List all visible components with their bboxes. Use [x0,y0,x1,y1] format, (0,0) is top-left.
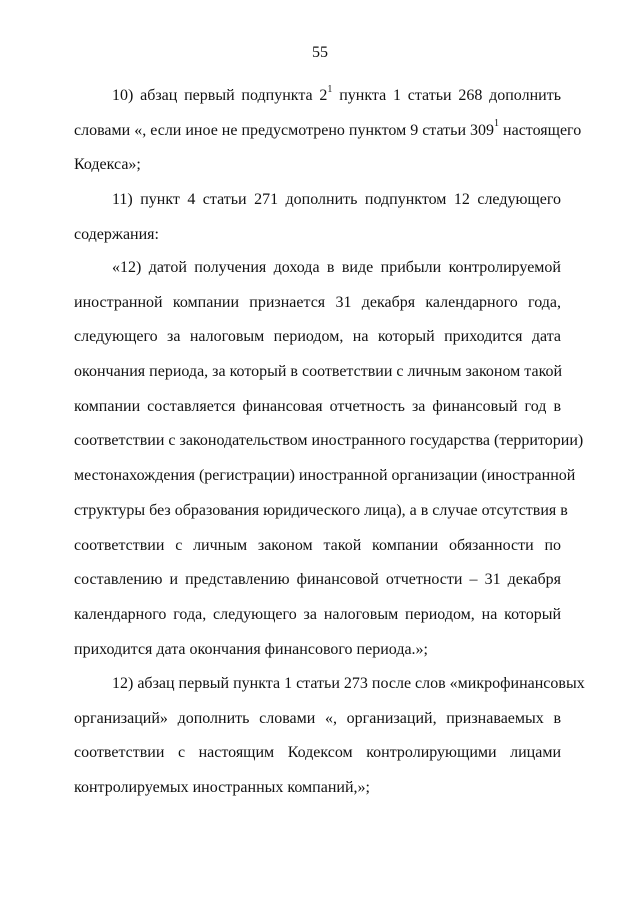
page-number: 55 [312,44,328,61]
quote-line: структуры без образования юридического лица), а в случае отсутствия в [74,501,568,519]
quote-line: иностранной компании признается 31 декабря календарного года, [74,293,561,311]
item-12-line: 12) абзац первый пункта 1 статьи 273 после слов «микрофинансовых [112,675,585,692]
quote-line: следующего за налоговым периодом, на который приходится дата [74,328,561,346]
quote-line: соответствии с законодательством иностранного государства (территории) [74,432,584,450]
quote-line: календарного года, следующего за налоговым периодом, на который [74,605,561,623]
item-10-line-1 [74,79,561,114]
item-10-line-2 [74,114,582,149]
quote-line: окончания периода, за который в соответствии с личным законом такой [74,363,563,381]
superscript: 1 [494,118,500,130]
quote-line: соответствии с личным законом такой компании обязанности по [74,536,561,554]
item-11-paragraph [74,183,561,252]
superscript: 1 [327,83,333,95]
quote-line: компании составляется финансовая отчетность за финансовый год в [74,397,561,415]
item-12-line: организаций» дополнить словами «, организаций, признаваемых в [74,709,561,727]
item-10-text-a: 10) абзац первый подпункта 2 [112,87,328,104]
item-11-line-2: содержания: [74,225,159,243]
item-10-text-b: пункта 1 статьи 268 дополнить [332,87,561,104]
quote-line: «12) датой получения дохода в виде прибыли контролируемой [112,259,561,276]
item-12-paragraph [74,667,585,806]
quote-line: составлению и представлению финансовой отчетности – 31 декабря [74,571,561,589]
quote-line: приходится дата окончания финансового периода.»; [74,640,428,658]
item-10-paragraph [74,79,582,183]
quoted-subparagraph-12 [74,251,584,667]
item-10-text-c: словами «, если иное не предусмотрено пунктом 9 статьи 309 [74,121,495,139]
quote-line: местонахождения (регистрации) иностранной организации (иностранной [74,467,576,485]
item-12-line: контролируемых иностранных компаний,»; [74,779,370,797]
item-11-line-1: 11) пункт 4 статьи 271 дополнить подпунктом 12 следующего [112,191,561,208]
item-12-line: соответствии с настоящим Кодексом контролирующими лицами [74,744,561,762]
item-10-text-d: настоящего [499,121,582,139]
item-10-line-3: Кодекса»; [74,156,141,174]
